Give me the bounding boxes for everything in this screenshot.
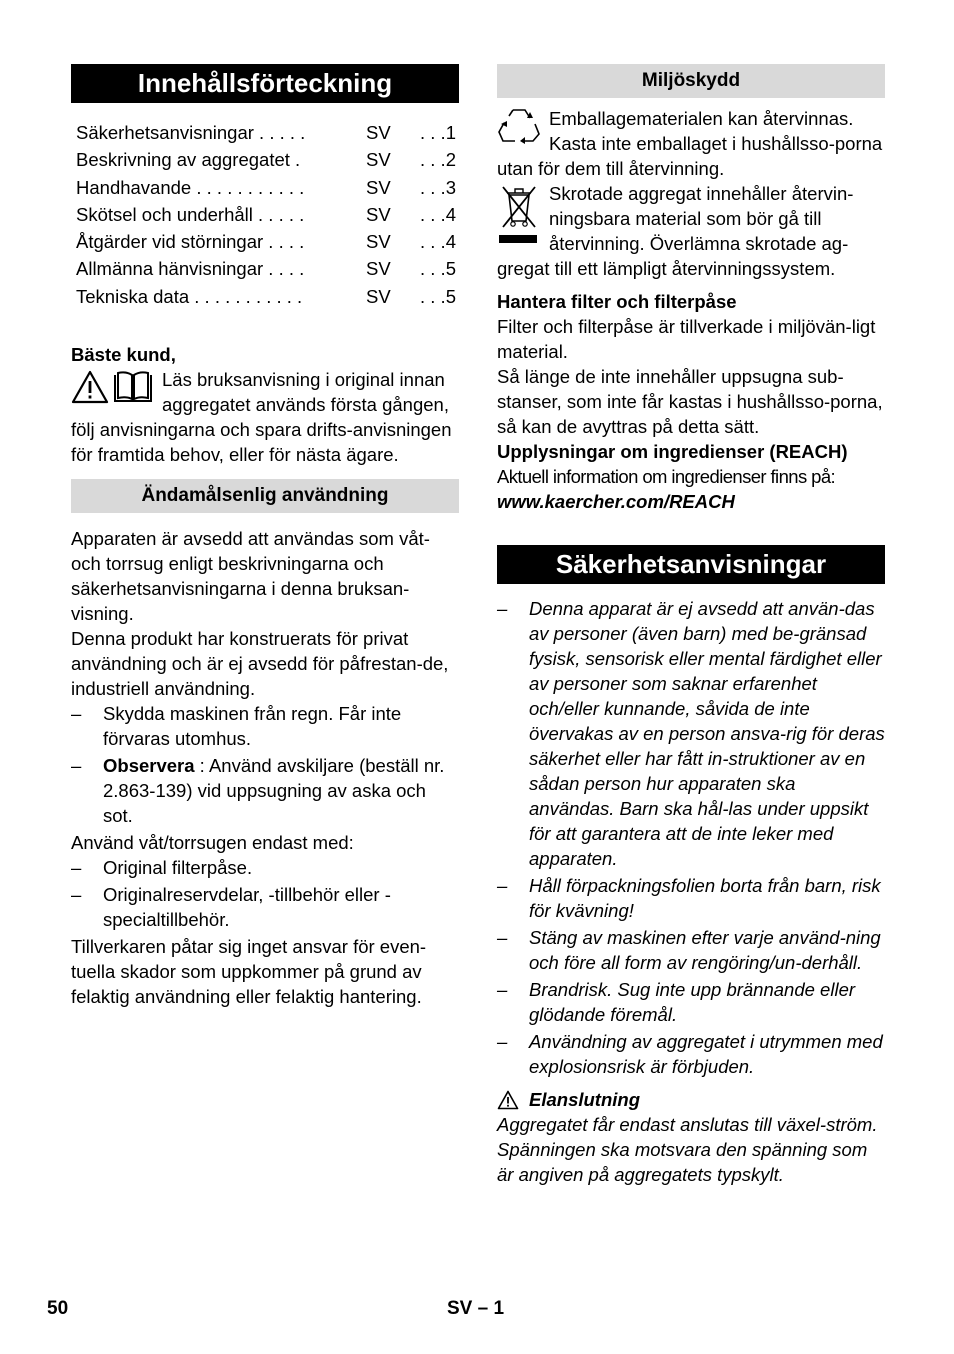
toc-entry-page: . . .4 [420, 203, 456, 225]
filter-heading: Hantera filter och filterpåse [497, 291, 737, 312]
toc-entry[interactable] [76, 283, 456, 310]
recycling-text: Emballagematerialen kan återvinnas. Kasta inte emballaget i hushållsso-porna utan för dem till återvinning. [497, 108, 883, 179]
safety-heading: Säkerhetsanvisningar [497, 545, 885, 584]
filter-paragraph: Så länge de inte innehåller uppsugna sub-stanser, som inte får kastas i hushållsso-porna, så kan de avyttras på detta sätt. [497, 366, 883, 437]
table-of-contents [76, 119, 456, 310]
filter-paragraph: Filter och filterpåse är tillverkade i miljövän-ligt material. [497, 316, 876, 362]
right-column [497, 64, 885, 1187]
observe-text: : Använd avskiljare (beställ nr. 2.863-139) vid uppsugning av aska och sot. [103, 755, 445, 827]
crossed-bin-icon [497, 181, 541, 253]
list-item: – Stäng av maskinen efter varje använd-ning och före all form av rengöring/un-derhåll. [497, 925, 885, 975]
power-heading-row [497, 1087, 885, 1112]
intended-use-section [71, 479, 459, 1009]
list-item: – Håll förpackningsfolien borta från barn, risk för kvävning! [497, 873, 885, 923]
weee-block [497, 181, 885, 281]
toc-entry-title: Tekniska data . . . . . . . . . . . [76, 285, 303, 307]
toc-entry-lang: SV [366, 149, 391, 171]
observe-label: Observera [103, 755, 195, 777]
toc-entry-page: . . .3 [420, 176, 456, 198]
toc-entry-title: Säkerhetsanvisningar . . . . . [76, 122, 306, 143]
list-item: – Denna apparat är ej avsedd att använ-das av personer (även barn) med be-gränsad fysisk, sensorisk eller mental färdighet eller av personer som saknar erfarenhet och/eller kunnande, såvida de inte övervakas av en person ansva-rig för deras säkerhet eller har fått in-struktioner av en sådan person hur apparaten ska användas. Barn ska hål-las under uppsikt för att garantera att de inte leker med apparaten. [497, 596, 885, 871]
greeting-heading: Bäste kund, [71, 344, 176, 366]
toc-entry[interactable] [76, 255, 456, 282]
toc-entry-title: Åtgärder vid störningar . . . . [76, 231, 305, 253]
intended-use-paragraph: Denna produkt har konstruerats för privat användning och är ej avsedd för påfrestan-de, industriell användning. [71, 628, 449, 700]
toc-entry[interactable] [76, 174, 456, 201]
toc-entry-page: . . .4 [420, 231, 456, 253]
safety-list [497, 596, 885, 1079]
recycling-block [497, 106, 885, 181]
toc-entry[interactable] [76, 119, 456, 146]
reach-heading: Upplysningar om ingredienser (REACH) [497, 441, 848, 462]
greeting-section [71, 342, 459, 467]
page-number: 50 [47, 1298, 69, 1319]
toc-entry-lang: SV [366, 122, 391, 143]
intended-use-paragraph: Tillverkaren påtar sig inget ansvar för even-tuella skador som uppkommer på grund av felaktig användning eller felaktig hantering. [71, 936, 427, 1008]
list-item [71, 753, 459, 828]
toc-entry-lang: SV [366, 176, 391, 198]
accessories-list [71, 855, 459, 932]
power-text: Aggregatet får endast anslutas till växel-ström. Spänningen ska motsvara den spänning som är angiven på aggregatets typskylt. [497, 1114, 878, 1185]
toc-entry[interactable] [76, 201, 456, 228]
left-column [71, 64, 459, 1009]
list-item: – Originalreservdelar, -tillbehör eller -specialtillbehör. [71, 882, 459, 932]
toc-entry-title: Skötsel och underhåll . . . . . [76, 203, 305, 225]
weee-text: Skrotade aggregat innehåller återvin-ningsbara material som bör gå till återvinning. Överlämna skrotade ag-gregat till ett lämpligt återvinningssystem. [497, 183, 854, 279]
toc-entry-title: Beskrivning av aggregatet . [76, 149, 301, 171]
toc-entry-lang: SV [366, 285, 391, 307]
toc-entry[interactable] [76, 228, 456, 255]
warning-triangle-icon [497, 1090, 519, 1110]
reach-link[interactable]: www.kaercher.com/REACH [497, 491, 735, 512]
toc-entry-title: Handhavande . . . . . . . . . . . [76, 176, 305, 198]
greeting-text: Läs bruksanvisning i original innan aggregatet används första gången, följ anvisningarna och spara drifts-anvisningen för framtida behov, eller för nästa ägare. [71, 369, 452, 466]
toc-entry-page: . . .2 [420, 149, 456, 171]
toc-entry-page: . . .5 [420, 258, 456, 280]
toc-entry-page: . . .1 [420, 122, 456, 143]
environment-heading: Miljöskydd [497, 64, 885, 98]
list-item: – Brandrisk. Sug inte upp brännande eller glödande föremål. [497, 977, 885, 1027]
toc-entry-lang: SV [366, 231, 391, 253]
toc-entry-title: Allmänna hänvisningar . . . . [76, 258, 305, 280]
list-item: – Skydda maskinen från regn. Får inte förvaras utomhus. [71, 701, 459, 751]
warning-triangle-icon [71, 370, 109, 404]
intended-use-paragraph: Använd våt/torrsugen endast med: [71, 832, 354, 854]
toc-entry-lang: SV [366, 203, 391, 225]
toc-entry[interactable] [76, 146, 456, 173]
intended-use-list [71, 701, 459, 828]
recycle-icon [497, 106, 541, 146]
toc-entry-lang: SV [366, 258, 391, 280]
toc-heading: Innehållsförteckning [71, 64, 459, 103]
toc-entry-page: . . .5 [420, 285, 456, 307]
reach-text: Aktuell information om ingredienser finns på: [497, 466, 836, 487]
intended-use-heading: Ändamålsenlig användning [71, 479, 459, 513]
intended-use-paragraph: Apparaten är avsedd att användas som våt- och torrsug enligt beskrivningarna och säkerhetsanvisningarna i denna bruksan-visning. [71, 528, 430, 625]
power-heading: Elanslutning [529, 1089, 640, 1110]
list-item: – Original filterpåse. [71, 855, 459, 880]
manual-book-icon [112, 370, 154, 404]
section-page-label: SV – 1 [447, 1298, 505, 1319]
list-item: – Användning av aggregatet i utrymmen med explosionsrisk är förbjuden. [497, 1029, 885, 1079]
warning-manual-icons [71, 370, 154, 404]
